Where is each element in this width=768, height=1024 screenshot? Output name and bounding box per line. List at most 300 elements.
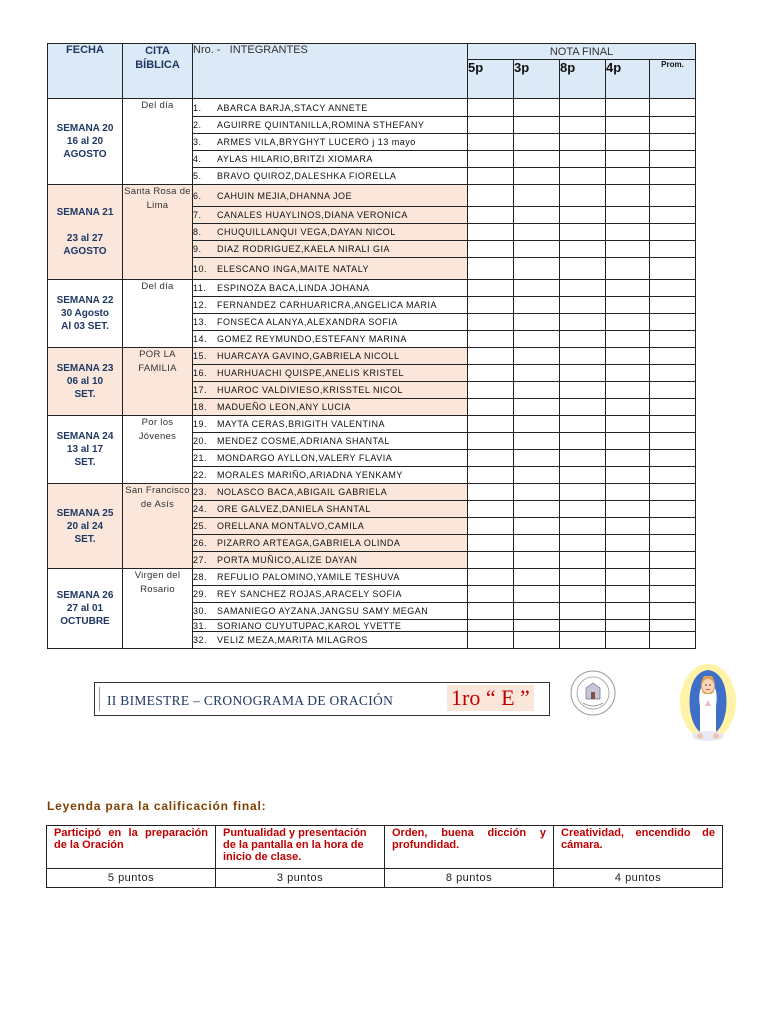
grade-cell (514, 280, 560, 297)
cita-header (123, 44, 193, 99)
student-name-cell (193, 117, 468, 134)
week-label: SEMANA 22 30 Agosto Al 03 SET. (48, 280, 123, 348)
student-name-cell (193, 348, 468, 365)
grade-cell (514, 620, 560, 632)
student-number: 23. (193, 487, 208, 497)
student-name: ELESCANO INGA,MAITE NATALY (217, 263, 370, 274)
grade-cell (514, 207, 560, 224)
student-name-cell (193, 552, 468, 569)
grade-cell (514, 168, 560, 185)
grade-cell (606, 501, 650, 518)
grade-cell (606, 241, 650, 258)
cita-biblica: POR LA FAMILIA (123, 348, 193, 416)
grade-cell (606, 518, 650, 535)
grade-cell (560, 603, 606, 620)
grade-cell (514, 603, 560, 620)
grade-cell (650, 224, 696, 241)
cita-biblica: Del día (123, 99, 193, 185)
student-number: 18. (193, 402, 208, 412)
student-name: DIAZ RODRIGUEZ,KAELA NIRALI GIA (217, 244, 391, 254)
grade-cell (468, 280, 514, 297)
grade-cell (468, 365, 514, 382)
student-name-cell (193, 134, 468, 151)
grade-cell (606, 620, 650, 632)
student-name-cell (193, 168, 468, 185)
student-number: 27. (193, 555, 208, 565)
grade-cell (650, 207, 696, 224)
grade-cell (560, 168, 606, 185)
points-3: 8 puntos (385, 869, 554, 888)
grade-cell (560, 241, 606, 258)
grade-cell (650, 433, 696, 450)
grade-cell (606, 280, 650, 297)
student-number: 31. (193, 620, 208, 631)
student-name-cell (193, 241, 468, 258)
grade-cell (606, 297, 650, 314)
table-row (48, 348, 696, 365)
col-prom: Prom. (650, 60, 696, 99)
grade-cell (560, 348, 606, 365)
student-name: REY SANCHEZ ROJAS,ARACELY SOFIA (217, 589, 403, 599)
student-name: ABARCA BARJA,STACY ANNETE (217, 102, 368, 113)
table-row (48, 416, 696, 433)
grade-cell (514, 416, 560, 433)
grade-cell (650, 99, 696, 117)
table-row (48, 185, 696, 207)
integrantes-header: Nro. - INTEGRANTES (193, 44, 468, 99)
student-name-cell (193, 632, 468, 649)
grade-cell (606, 416, 650, 433)
grade-cell (468, 348, 514, 365)
grade-cell (606, 552, 650, 569)
grade-cell (514, 552, 560, 569)
student-name-cell (193, 151, 468, 168)
grade-cell (468, 207, 514, 224)
student-name-cell (193, 382, 468, 399)
grade-cell (606, 484, 650, 501)
grade-cell (560, 433, 606, 450)
student-number: 3. (193, 137, 202, 147)
week-label: SEMANA 25 20 al 24 SET. (48, 484, 123, 569)
grade-cell (468, 99, 514, 117)
student-name: AYLAS HILARIO,BRITZI XIOMARA (217, 154, 373, 164)
week-label: SEMANA 23 06 al 10 SET. (48, 348, 123, 416)
grade-cell (468, 552, 514, 569)
grade-cell (560, 382, 606, 399)
grade-cell (514, 331, 560, 348)
grade-cell (468, 467, 514, 484)
student-name-cell (193, 99, 468, 117)
student-name: MADUEÑO LEON,ANY LUCIA (217, 402, 351, 412)
grade-cell (560, 297, 606, 314)
nota-final-header: NOTA FINAL (468, 44, 696, 60)
student-name-cell (193, 331, 468, 348)
grade-cell (650, 241, 696, 258)
grade-cell (514, 518, 560, 535)
grade-cell (560, 331, 606, 348)
student-name: HUARHUACHI QUISPE,ANELIS KRISTEL (217, 368, 405, 378)
student-number: 20. (193, 436, 208, 446)
grade-cell (560, 151, 606, 168)
student-name: GOMEZ REYMUNDO,ESTEFANY MARINA (217, 334, 407, 344)
grade-cell (514, 348, 560, 365)
grade-cell (650, 484, 696, 501)
grade-cell (468, 382, 514, 399)
grade-cell (560, 99, 606, 117)
grade-cell (560, 535, 606, 552)
student-number: 5. (193, 171, 202, 181)
student-name: SAMANIEGO AYZANA,JANGSU SAMY MEGAN (217, 606, 429, 616)
grade-cell (650, 185, 696, 207)
grade-cell (514, 399, 560, 416)
student-name: SORIANO CUYUTUPAC,KAROL YVETTE (217, 620, 402, 631)
student-number: 12. (193, 300, 208, 310)
student-number: 13. (193, 317, 208, 327)
student-number: 10. (193, 263, 208, 274)
student-name-cell (193, 518, 468, 535)
grade-cell (468, 185, 514, 207)
grade-cell (606, 99, 650, 117)
student-name: NOLASCO BACA,ABIGAIL GABRIELA (217, 487, 388, 497)
grade-cell (650, 314, 696, 331)
cita-biblica: Virgen del Rosario (123, 569, 193, 649)
student-name-cell (193, 416, 468, 433)
student-name-cell (193, 620, 468, 632)
week-label: SEMANA 24 13 al 17 SET. (48, 416, 123, 484)
student-number: 8. (193, 227, 202, 237)
fecha-header: FECHA (48, 44, 123, 99)
grade-cell (468, 134, 514, 151)
student-name-cell (193, 450, 468, 467)
table-row (48, 569, 696, 586)
grade-cell (468, 569, 514, 586)
student-name-cell (193, 433, 468, 450)
grade-cell (606, 331, 650, 348)
student-name: ESPINOZA BACA,LINDA JOHANA (217, 283, 370, 293)
grade-cell (560, 416, 606, 433)
grade-cell (560, 134, 606, 151)
grade-table (47, 43, 696, 649)
grade-cell (606, 467, 650, 484)
student-name: CANALES HUAYLINOS,DIANA VERONICA (217, 210, 408, 220)
grade-cell (514, 450, 560, 467)
student-number: 11. (193, 283, 207, 293)
student-name-cell (193, 484, 468, 501)
grade-cell (650, 450, 696, 467)
points-2: 3 puntos (216, 869, 385, 888)
col-8p: 8p (560, 60, 606, 99)
grade-cell (468, 433, 514, 450)
student-name: MORALES MARIÑO,ARIADNA YENKAMY (217, 470, 403, 480)
grade-cell (468, 168, 514, 185)
cita-header-label: CITA BÍBLICA (135, 45, 180, 71)
cita-biblica: Santa Rosa de Lima (123, 185, 193, 280)
grade-cell (468, 620, 514, 632)
grade-cell (514, 569, 560, 586)
school-seal-icon (569, 669, 617, 717)
student-name: PIZARRO ARTEAGA,GABRIELA OLINDA (217, 538, 401, 548)
student-number: 30. (193, 606, 208, 616)
student-name: PORTA MUÑICO,ALIZE DAYAN (217, 555, 358, 565)
grade-cell (560, 632, 606, 649)
grade-cell (560, 207, 606, 224)
criterion-1: Participó en la preparación de la Oración (47, 826, 216, 869)
grade-cell (514, 365, 560, 382)
grade-cell (650, 586, 696, 603)
virgin-mary-icon (678, 662, 738, 746)
student-name: ARMES VILA,BRYGHYT LUCERO j 13 mayo (217, 137, 416, 147)
grade-table-body (48, 99, 696, 649)
grade-cell (650, 331, 696, 348)
grade-cell (514, 99, 560, 117)
grade-cell (650, 416, 696, 433)
student-number: 29. (193, 589, 208, 599)
grade-cell (560, 484, 606, 501)
grade-cell (650, 518, 696, 535)
student-name-cell (193, 297, 468, 314)
grade-cell (650, 134, 696, 151)
student-name: AGUIRRE QUINTANILLA,ROMINA STHEFANY (217, 120, 425, 130)
grade-cell (514, 467, 560, 484)
grade-cell (468, 416, 514, 433)
grade-cell (560, 399, 606, 416)
criterion-3: Orden, buena dicción y profundidad. (385, 826, 554, 869)
points-1: 5 puntos (47, 869, 216, 888)
student-number: 17. (193, 385, 208, 395)
title-banner (94, 682, 550, 716)
grade-cell (560, 280, 606, 297)
banner-group: 1ro “ E ” (447, 685, 534, 711)
grade-cell (468, 331, 514, 348)
student-name: CHUQUILLANQUI VEGA,DAYAN NICOL (217, 227, 396, 237)
grade-cell (514, 134, 560, 151)
grade-cell (650, 632, 696, 649)
student-name: VELIZ MEZA,MARITA MILAGROS (217, 635, 368, 645)
grade-cell (650, 382, 696, 399)
grade-cell (514, 433, 560, 450)
grade-cell (606, 399, 650, 416)
grade-cell (468, 484, 514, 501)
grade-cell (650, 603, 696, 620)
grade-cell (650, 620, 696, 632)
grade-cell (468, 518, 514, 535)
criterion-2: Puntualidad y presentación de la pantalla en la hora de inicio de clase. (216, 826, 385, 869)
student-number: 2. (193, 120, 202, 130)
banner-title: II BIMESTRE – CRONOGRAMA DE ORACIÓN (107, 693, 394, 708)
student-name: FERNANDEZ CARHUARICRA,ANGELICA MARIA (217, 300, 438, 310)
grade-cell (514, 535, 560, 552)
grade-cell (606, 348, 650, 365)
week-label: SEMANA 20 16 al 20 AGOSTO (48, 99, 123, 185)
grade-cell (468, 450, 514, 467)
grade-cell (606, 535, 650, 552)
grade-cell (650, 569, 696, 586)
grade-cell (514, 297, 560, 314)
grade-cell (606, 632, 650, 649)
grade-cell (514, 484, 560, 501)
grade-cell (514, 382, 560, 399)
student-name: REFULIO PALOMINO,YAMILE TESHUVA (217, 572, 400, 582)
student-number: 26. (193, 538, 208, 548)
points-4: 4 puntos (554, 869, 723, 888)
grade-cell (560, 569, 606, 586)
grade-cell (468, 586, 514, 603)
grade-cell (650, 399, 696, 416)
grade-cell (468, 297, 514, 314)
grade-cell (606, 117, 650, 134)
student-name-cell (193, 224, 468, 241)
grade-cell (606, 134, 650, 151)
grade-cell (560, 518, 606, 535)
student-number: 14. (193, 334, 208, 344)
student-number: 24. (193, 504, 208, 514)
student-number: 16. (193, 368, 208, 378)
grade-cell (560, 450, 606, 467)
grade-cell (514, 185, 560, 207)
student-name-cell (193, 399, 468, 416)
student-number: 28. (193, 572, 208, 582)
grade-cell (606, 382, 650, 399)
grade-cell (606, 258, 650, 280)
student-number: 25. (193, 521, 208, 531)
grade-cell (650, 467, 696, 484)
grade-cell (468, 632, 514, 649)
student-number: 6. (193, 190, 202, 201)
student-name-cell (193, 603, 468, 620)
grade-cell (468, 399, 514, 416)
grade-cell (650, 535, 696, 552)
student-name: ORELLANA MONTALVO,CAMILA (217, 521, 365, 531)
grade-cell (560, 620, 606, 632)
grade-cell (560, 586, 606, 603)
student-name-cell (193, 258, 468, 280)
grade-cell (606, 586, 650, 603)
grade-cell (514, 224, 560, 241)
grade-cell (560, 258, 606, 280)
grade-cell (606, 450, 650, 467)
grade-cell (514, 241, 560, 258)
student-name: BRAVO QUIROZ,DALESHKA FIORELLA (217, 171, 397, 181)
grade-cell (468, 535, 514, 552)
col-3p: 3p (514, 60, 560, 99)
grade-cell (560, 314, 606, 331)
student-name: MAYTA CERAS,BRIGITH VALENTINA (217, 419, 386, 429)
legend-title: Leyenda para la calificación final: (47, 799, 267, 813)
grade-cell (606, 151, 650, 168)
student-number: 22. (193, 470, 208, 480)
grade-cell (606, 185, 650, 207)
grade-cell (560, 467, 606, 484)
grade-cell (514, 151, 560, 168)
col-5p: 5p (468, 60, 514, 99)
grade-cell (560, 224, 606, 241)
student-name-cell (193, 569, 468, 586)
col-4p: 4p (606, 60, 650, 99)
grade-cell (606, 365, 650, 382)
grade-cell (650, 258, 696, 280)
student-name-cell (193, 467, 468, 484)
student-number: 7. (193, 210, 202, 220)
grade-cell (468, 151, 514, 168)
grade-cell (560, 552, 606, 569)
grade-cell (650, 348, 696, 365)
student-number: 15. (193, 351, 208, 361)
student-name: CAHUIN MEJIA,DHANNA JOE (217, 190, 353, 201)
student-name-cell (193, 586, 468, 603)
grade-cell (560, 117, 606, 134)
grade-cell (650, 151, 696, 168)
grade-cell (606, 603, 650, 620)
cita-biblica: Del día (123, 280, 193, 348)
grade-cell (514, 632, 560, 649)
criterion-4: Creatividad, encendido de cámara. (554, 826, 723, 869)
student-number: 32. (193, 635, 208, 645)
grade-cell (606, 168, 650, 185)
grade-cell (606, 433, 650, 450)
table-row (48, 99, 696, 117)
student-name: FONSECA ALANYA,ALEXANDRA SOFIA (217, 317, 398, 327)
week-label: SEMANA 26 27 al 01 OCTUBRE (48, 569, 123, 649)
student-number: 21. (193, 453, 208, 463)
grade-cell (606, 314, 650, 331)
grade-cell (468, 258, 514, 280)
student-number: 4. (193, 154, 202, 164)
student-name: HUARCAYA GAVINO,GABRIELA NICOLL (217, 351, 400, 361)
legend-table (46, 825, 723, 888)
week-label: SEMANA 21 23 al 27 AGOSTO (48, 185, 123, 280)
grade-cell (650, 117, 696, 134)
student-number: 9. (193, 244, 202, 254)
student-number: 19. (193, 419, 208, 429)
student-name-cell (193, 280, 468, 297)
student-name-cell (193, 365, 468, 382)
grade-cell (468, 501, 514, 518)
grade-cell (606, 569, 650, 586)
student-name-cell (193, 314, 468, 331)
grade-cell (468, 117, 514, 134)
student-name: MENDEZ COSME,ADRIANA SHANTAL (217, 436, 390, 446)
student-name-cell (193, 207, 468, 224)
grade-cell (606, 207, 650, 224)
grade-cell (650, 168, 696, 185)
grade-cell (514, 501, 560, 518)
grade-cell (650, 501, 696, 518)
student-name: ORE GALVEZ,DANIELA SHANTAL (217, 504, 371, 514)
grade-cell (606, 224, 650, 241)
grade-cell (468, 603, 514, 620)
student-name-cell (193, 501, 468, 518)
grade-cell (468, 241, 514, 258)
grade-cell (514, 586, 560, 603)
cita-biblica: Por los Jóvenes (123, 416, 193, 484)
grade-cell (468, 224, 514, 241)
grade-cell (560, 365, 606, 382)
student-name: HUAROC VALDIVIESO,KRISSTEL NICOL (217, 385, 404, 395)
grade-cell (560, 185, 606, 207)
grade-cell (514, 117, 560, 134)
grade-cell (650, 297, 696, 314)
table-row (48, 484, 696, 501)
table-row (48, 280, 696, 297)
grade-cell (514, 258, 560, 280)
grade-cell (650, 365, 696, 382)
student-name: MONDARGO AYLLON,VALERY FLAVIA (217, 453, 393, 463)
grade-cell (560, 501, 606, 518)
grade-cell (650, 280, 696, 297)
grade-cell (650, 552, 696, 569)
student-number: 1. (193, 102, 202, 113)
cita-biblica: San Francisco de Asís (123, 484, 193, 569)
